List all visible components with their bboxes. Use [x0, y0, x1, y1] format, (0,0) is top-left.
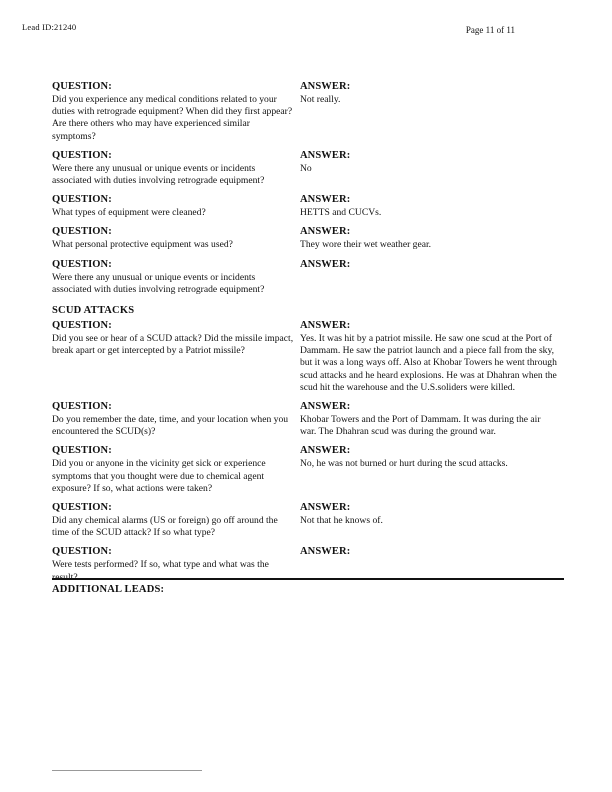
question-column — [52, 545, 300, 588]
answer-text: No — [300, 162, 312, 174]
question-column — [52, 258, 300, 301]
question-text: Were there any unusual or unique events or incidents associated with duties involving retrograde equipment? — [52, 271, 265, 295]
qa-row — [52, 501, 564, 544]
answer-label: ANSWER: — [300, 320, 351, 332]
qa-row — [52, 258, 564, 301]
answer-label: ANSWER: — [300, 194, 351, 206]
answer-column — [300, 80, 558, 148]
question-label: QUESTION: — [52, 546, 112, 558]
question-text: What types of equipment were cleaned? — [52, 207, 206, 219]
question-label: QUESTION: — [52, 502, 112, 514]
answer-text: Yes. It was hit by a patriot missile. He saw one scud at the Port of Dammam. He saw the patriot launch and a piece fall from the sky, but it was a long ways off. Also at Khobar Towers he went through scud attacks and he heard explosions. He was at Dhahran when the scud hit the warehouse and the U.S.soliders were killed. — [300, 333, 557, 393]
question-label: QUESTION: — [52, 226, 112, 238]
question-label: QUESTION: — [52, 320, 112, 332]
answer-column — [300, 545, 558, 588]
question-label: QUESTION: — [52, 401, 112, 413]
qa-row — [52, 545, 564, 588]
answer-text: Not really. — [300, 94, 341, 105]
question-column — [52, 225, 300, 256]
qa-row — [52, 149, 564, 192]
lead-id: Lead ID:21240 — [22, 22, 77, 32]
answer-column — [300, 319, 558, 399]
answer-text: Khobar Towers and the Port of Dammam. It was during the air war. The Dhahran scud was during the ground war. — [300, 414, 541, 438]
qa-row — [52, 319, 564, 399]
question-label: QUESTION: — [52, 194, 112, 206]
answer-label: ANSWER: — [300, 226, 351, 238]
question-column — [52, 149, 300, 192]
answer-label: ANSWER: — [300, 81, 351, 92]
question-column — [52, 319, 300, 399]
answer-label: ANSWER: — [300, 401, 351, 413]
footer-divider — [52, 770, 202, 771]
question-column — [52, 400, 300, 443]
question-text: Did you experience any medical conditions related to your duties with retrograde equipment? When did they first appear? Are there others who may have experienced similar symptoms? — [52, 94, 293, 142]
answer-column — [300, 149, 558, 192]
qa-row — [52, 225, 564, 256]
section-scud-attacks — [52, 304, 564, 589]
question-label: QUESTION: — [52, 81, 112, 92]
answer-column — [300, 225, 558, 256]
question-text: Do you remember the date, time, and your location when you encountered the SCUD(s)? — [52, 414, 289, 438]
answer-column — [300, 501, 558, 544]
answer-text: They wore their wet weather gear. — [300, 239, 432, 251]
answer-column — [300, 193, 558, 224]
section-heading: SCUD ATTACKS — [52, 305, 135, 317]
page-number: Page 11 of 11 — [465, 25, 515, 35]
answer-label: ANSWER: — [300, 546, 351, 558]
answer-label: ANSWER: — [300, 149, 351, 161]
qa-row — [52, 400, 564, 443]
answer-column — [300, 444, 558, 500]
answer-text: Not that he knows of. — [300, 515, 383, 527]
page-header — [22, 22, 590, 38]
question-text: Were there any unusual or unique events or incidents associated with duties involving retrograde equipment? — [52, 162, 265, 187]
question-column — [52, 80, 300, 148]
answer-text: HETTS and CUCVs. — [300, 207, 382, 219]
question-text: What personal protective equipment was used? — [52, 239, 233, 251]
answer-label: ANSWER: — [300, 502, 351, 514]
question-label: QUESTION: — [52, 258, 112, 270]
additional-leads-label: ADDITIONAL LEADS: — [52, 584, 165, 595]
answer-label: ANSWER: — [300, 258, 351, 270]
answer-label: ANSWER: — [300, 445, 351, 457]
question-text: Did you see or hear of a SCUD attack? Did the missile impact, break apart or get intercepted by a Patriot missile? — [52, 333, 294, 357]
question-label: QUESTION: — [52, 149, 112, 161]
question-column — [52, 193, 300, 224]
question-text: Did you or anyone in the vicinity get sick or experience symptoms that you thought were due to chemical agent exposure? If so, what actions were taken? — [52, 458, 266, 494]
answer-text: No, he was not burned or hurt during the scud attacks. — [300, 458, 508, 470]
question-label: QUESTION: — [52, 445, 112, 457]
qa-row — [52, 80, 564, 148]
question-text: Were tests performed? If so, what type and what was the result? — [52, 559, 269, 583]
question-column — [52, 501, 300, 544]
qa-row — [52, 193, 564, 224]
section-untitled — [52, 80, 564, 301]
question-text: Did any chemical alarms (US or foreign) go off around the time of the SCUD attack? If so what type? — [52, 515, 278, 539]
answer-column — [300, 258, 558, 301]
qa-body — [52, 80, 564, 590]
question-column — [52, 444, 300, 500]
qa-row — [52, 444, 564, 500]
section-divider — [52, 578, 564, 580]
answer-column — [300, 400, 558, 443]
